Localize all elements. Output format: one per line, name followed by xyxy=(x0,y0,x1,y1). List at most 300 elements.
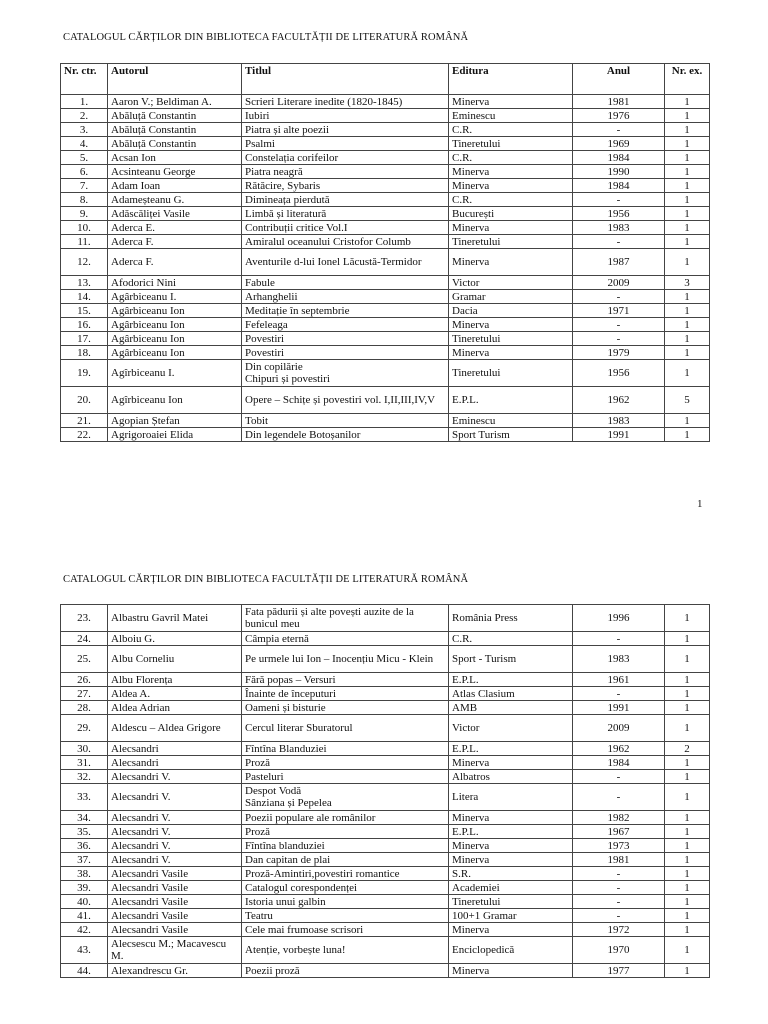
row-author: Aldescu – Aldea Grigore xyxy=(108,715,242,742)
row-nr: 30. xyxy=(61,742,108,756)
row-copies: 1 xyxy=(665,770,710,784)
row-author: Aderca E. xyxy=(108,221,242,235)
row-nr: 21. xyxy=(61,414,108,428)
row-nr: 8. xyxy=(61,193,108,207)
row-copies: 1 xyxy=(665,179,710,193)
row-year: - xyxy=(573,909,665,923)
row-nr: 36. xyxy=(61,839,108,853)
row-author: Agopian Ștefan xyxy=(108,414,242,428)
row-year: - xyxy=(573,332,665,346)
row-title: Opere – Schițe și povestiri vol. I,II,III,IV,V xyxy=(242,387,449,414)
row-author: Agârbiceanu Ion xyxy=(108,318,242,332)
row-author: Alecsandri V. xyxy=(108,853,242,867)
table-row xyxy=(61,923,710,937)
row-copies: 1 xyxy=(665,95,710,109)
row-copies: 1 xyxy=(665,221,710,235)
row-publisher: Eminescu xyxy=(449,109,573,123)
row-year: 1983 xyxy=(573,414,665,428)
row-copies: 1 xyxy=(665,428,710,442)
row-publisher: România Press xyxy=(449,605,573,632)
row-year: - xyxy=(573,193,665,207)
row-title: Poezii proză xyxy=(242,964,449,978)
row-year: 1996 xyxy=(573,605,665,632)
row-nr: 23. xyxy=(61,605,108,632)
row-publisher: S.R. xyxy=(449,867,573,881)
row-publisher: Tineretului xyxy=(449,235,573,249)
table-row xyxy=(61,387,710,414)
row-publisher: Victor xyxy=(449,715,573,742)
row-year: 1981 xyxy=(573,853,665,867)
row-author: Alecsandri V. xyxy=(108,839,242,853)
row-author: Alexandrescu Gr. xyxy=(108,964,242,978)
row-year: - xyxy=(573,770,665,784)
row-author: Alecsandri V. xyxy=(108,825,242,839)
row-publisher: Sport - Turism xyxy=(449,646,573,673)
row-publisher: Eminescu xyxy=(449,414,573,428)
table-row xyxy=(61,109,710,123)
row-author: Alecsandri Vasile xyxy=(108,881,242,895)
row-title: Pasteluri xyxy=(242,770,449,784)
row-publisher: E.P.L. xyxy=(449,825,573,839)
row-year: 1981 xyxy=(573,95,665,109)
row-year: 1956 xyxy=(573,360,665,387)
row-nr: 14. xyxy=(61,290,108,304)
row-publisher: Minerva xyxy=(449,756,573,770)
row-year: 1982 xyxy=(573,811,665,825)
table-row xyxy=(61,756,710,770)
table-row xyxy=(61,867,710,881)
table-row xyxy=(61,249,710,276)
row-year: 2009 xyxy=(573,715,665,742)
row-nr: 22. xyxy=(61,428,108,442)
row-nr: 43. xyxy=(61,937,108,964)
row-title: Proză-Amintiri,povestiri romantice xyxy=(242,867,449,881)
table-row xyxy=(61,881,710,895)
row-author: Albastru Gavril Matei xyxy=(108,605,242,632)
row-title: Fabule xyxy=(242,276,449,290)
row-copies: 1 xyxy=(665,881,710,895)
row-author: Abăluță Constantin xyxy=(108,137,242,151)
table-row xyxy=(61,304,710,318)
row-year: - xyxy=(573,290,665,304)
row-year: 1972 xyxy=(573,923,665,937)
row-year: 1984 xyxy=(573,756,665,770)
row-year: 1976 xyxy=(573,109,665,123)
row-title: Psalmi xyxy=(242,137,449,151)
row-nr: 16. xyxy=(61,318,108,332)
row-year: 1956 xyxy=(573,207,665,221)
header-copies: Nr. ex. xyxy=(665,64,710,95)
row-copies: 1 xyxy=(665,701,710,715)
row-copies: 1 xyxy=(665,151,710,165)
row-publisher: Minerva xyxy=(449,811,573,825)
row-author: Alecsandri Vasile xyxy=(108,895,242,909)
table-row xyxy=(61,853,710,867)
table-row xyxy=(61,207,710,221)
row-publisher: Litera xyxy=(449,784,573,811)
row-publisher: Minerva xyxy=(449,853,573,867)
table-row xyxy=(61,318,710,332)
row-publisher: E.P.L. xyxy=(449,673,573,687)
row-nr: 3. xyxy=(61,123,108,137)
row-copies: 1 xyxy=(665,318,710,332)
row-year: - xyxy=(573,123,665,137)
row-author: Aaron V.; Beldiman A. xyxy=(108,95,242,109)
row-year: 1971 xyxy=(573,304,665,318)
row-nr: 28. xyxy=(61,701,108,715)
row-copies: 1 xyxy=(665,332,710,346)
row-year: - xyxy=(573,318,665,332)
row-title: Iubiri xyxy=(242,109,449,123)
row-author: Agârbiceanu Ion xyxy=(108,346,242,360)
row-author: Alecsescu M.; Macavescu M. xyxy=(108,937,242,964)
row-nr: 15. xyxy=(61,304,108,318)
table-row xyxy=(61,909,710,923)
row-author: Alecsandri V. xyxy=(108,770,242,784)
row-author: Agîrbiceanu Ion xyxy=(108,387,242,414)
row-title: Contribuții critice Vol.I xyxy=(242,221,449,235)
row-title: Fîntîna Blanduziei xyxy=(242,742,449,756)
row-title: Catalogul corespondenței xyxy=(242,881,449,895)
table-header-row xyxy=(61,64,710,95)
row-nr: 42. xyxy=(61,923,108,937)
row-nr: 12. xyxy=(61,249,108,276)
row-year: 1987 xyxy=(573,249,665,276)
header-year: Anul xyxy=(573,64,665,95)
row-title: Fîntîna blanduziei xyxy=(242,839,449,853)
row-publisher: Minerva xyxy=(449,923,573,937)
row-author: Afodorici Nini xyxy=(108,276,242,290)
table-row xyxy=(61,715,710,742)
row-publisher: Albatros xyxy=(449,770,573,784)
row-publisher: C.R. xyxy=(449,123,573,137)
row-title: Fefeleaga xyxy=(242,318,449,332)
row-publisher: Tineretului xyxy=(449,895,573,909)
row-year: 1983 xyxy=(573,221,665,235)
row-nr: 41. xyxy=(61,909,108,923)
row-nr: 20. xyxy=(61,387,108,414)
table-row xyxy=(61,414,710,428)
row-copies: 1 xyxy=(665,853,710,867)
table-row xyxy=(61,179,710,193)
table-row xyxy=(61,235,710,249)
row-title: Poezii populare ale românilor xyxy=(242,811,449,825)
header-publisher: Editura xyxy=(449,64,573,95)
row-nr: 35. xyxy=(61,825,108,839)
row-year: 1962 xyxy=(573,742,665,756)
row-copies: 1 xyxy=(665,193,710,207)
row-nr: 34. xyxy=(61,811,108,825)
table-row xyxy=(61,825,710,839)
row-title: Dan capitan de plai xyxy=(242,853,449,867)
row-author: Agrigoroaiei Elida xyxy=(108,428,242,442)
header-author: Autorul xyxy=(108,64,242,95)
row-title: Amiralul oceanului Cristofor Columb xyxy=(242,235,449,249)
row-title: Atenție, vorbește luna! xyxy=(242,937,449,964)
row-title: Rătăcire, Sybaris xyxy=(242,179,449,193)
table-row xyxy=(61,290,710,304)
row-author: Alecsandri V. xyxy=(108,784,242,811)
table-row xyxy=(61,937,710,964)
row-title: Pe urmele lui Ion – Inocențiu Micu - Klein xyxy=(242,646,449,673)
row-title: Piatra și alte poezii xyxy=(242,123,449,137)
row-nr: 25. xyxy=(61,646,108,673)
row-author: Alecsandri Vasile xyxy=(108,923,242,937)
row-copies: 1 xyxy=(665,687,710,701)
row-nr: 26. xyxy=(61,673,108,687)
table-row xyxy=(61,276,710,290)
row-year: - xyxy=(573,881,665,895)
row-copies: 1 xyxy=(665,123,710,137)
table-row xyxy=(61,895,710,909)
row-publisher: Sport Turism xyxy=(449,428,573,442)
row-title: Înainte de începuturi xyxy=(242,687,449,701)
row-nr: 18. xyxy=(61,346,108,360)
row-nr: 1. xyxy=(61,95,108,109)
row-year: 2009 xyxy=(573,276,665,290)
row-author: Alecsandri xyxy=(108,742,242,756)
row-copies: 1 xyxy=(665,235,710,249)
row-copies: 1 xyxy=(665,937,710,964)
row-title: Istoria unui galbin xyxy=(242,895,449,909)
row-nr: 7. xyxy=(61,179,108,193)
row-copies: 1 xyxy=(665,646,710,673)
row-year: 1961 xyxy=(573,673,665,687)
row-publisher: Gramar xyxy=(449,290,573,304)
row-title: Limbă și literatură xyxy=(242,207,449,221)
row-year: 1979 xyxy=(573,346,665,360)
row-title: Cele mai frumoase scrisori xyxy=(242,923,449,937)
page-title: CATALOGUL CĂRȚILOR DIN BIBLIOTECA FACULTĂȚII DE LITERATURĂ ROMÂNĂ xyxy=(63,574,469,585)
row-publisher: C.R. xyxy=(449,193,573,207)
table-row xyxy=(61,605,710,632)
table-row xyxy=(61,360,710,387)
row-copies: 1 xyxy=(665,909,710,923)
catalog-table-body xyxy=(61,605,710,978)
row-copies: 1 xyxy=(665,207,710,221)
row-nr: 33. xyxy=(61,784,108,811)
catalog-table xyxy=(60,604,710,978)
catalog-table xyxy=(60,63,710,442)
row-publisher: Minerva xyxy=(449,179,573,193)
row-year: 1969 xyxy=(573,137,665,151)
row-publisher: C.R. xyxy=(449,632,573,646)
row-publisher: 100+1 Gramar xyxy=(449,909,573,923)
row-year: 1973 xyxy=(573,839,665,853)
catalog-table-body xyxy=(61,95,710,442)
row-title: Câmpia eternă xyxy=(242,632,449,646)
header-nr: Nr. ctr. xyxy=(61,64,108,95)
row-author: Aldea A. xyxy=(108,687,242,701)
row-copies: 1 xyxy=(665,895,710,909)
row-title: Meditație în septembrie xyxy=(242,304,449,318)
row-author: Abăluță Constantin xyxy=(108,109,242,123)
row-copies: 3 xyxy=(665,276,710,290)
row-nr: 17. xyxy=(61,332,108,346)
table-row xyxy=(61,673,710,687)
row-nr: 29. xyxy=(61,715,108,742)
row-publisher: București xyxy=(449,207,573,221)
row-copies: 1 xyxy=(665,923,710,937)
catalog-page-2 xyxy=(0,560,768,1024)
row-copies: 1 xyxy=(665,290,710,304)
row-copies: 1 xyxy=(665,304,710,318)
row-title: Povestiri xyxy=(242,346,449,360)
row-copies: 1 xyxy=(665,825,710,839)
row-copies: 1 xyxy=(665,715,710,742)
row-publisher: Minerva xyxy=(449,221,573,235)
row-nr: 38. xyxy=(61,867,108,881)
row-copies: 1 xyxy=(665,360,710,387)
table-row xyxy=(61,151,710,165)
row-copies: 1 xyxy=(665,673,710,687)
row-publisher: Atlas Clasium xyxy=(449,687,573,701)
row-nr: 4. xyxy=(61,137,108,151)
row-copies: 1 xyxy=(665,867,710,881)
table-row xyxy=(61,646,710,673)
row-copies: 1 xyxy=(665,109,710,123)
row-title: Oameni și bisturie xyxy=(242,701,449,715)
table-row xyxy=(61,770,710,784)
row-copies: 1 xyxy=(665,632,710,646)
row-publisher: C.R. xyxy=(449,151,573,165)
row-publisher: Tineretului xyxy=(449,360,573,387)
row-copies: 1 xyxy=(665,756,710,770)
row-nr: 11. xyxy=(61,235,108,249)
row-nr: 2. xyxy=(61,109,108,123)
row-copies: 1 xyxy=(665,137,710,151)
row-year: 1962 xyxy=(573,387,665,414)
row-title: Fata pădurii și alte povești auzite de la bunicul meu xyxy=(242,605,449,632)
row-year: - xyxy=(573,867,665,881)
row-author: Alecsandri xyxy=(108,756,242,770)
row-title: Constelația corifeilor xyxy=(242,151,449,165)
table-row xyxy=(61,742,710,756)
row-year: 1984 xyxy=(573,179,665,193)
row-nr: 6. xyxy=(61,165,108,179)
table-row xyxy=(61,123,710,137)
row-publisher: Minerva xyxy=(449,346,573,360)
row-publisher: Academiei xyxy=(449,881,573,895)
table-row xyxy=(61,346,710,360)
row-copies: 1 xyxy=(665,839,710,853)
row-nr: 24. xyxy=(61,632,108,646)
row-year: - xyxy=(573,784,665,811)
row-title: Arhanghelii xyxy=(242,290,449,304)
table-row xyxy=(61,95,710,109)
row-publisher: Minerva xyxy=(449,318,573,332)
row-author: Aderca F. xyxy=(108,235,242,249)
row-year: - xyxy=(573,235,665,249)
table-row xyxy=(61,332,710,346)
row-title: Aventurile d-lui Ionel Lăcustă-Termidor xyxy=(242,249,449,276)
row-year: 1977 xyxy=(573,964,665,978)
row-copies: 1 xyxy=(665,165,710,179)
row-title: Tobit xyxy=(242,414,449,428)
page-title: CATALOGUL CĂRȚILOR DIN BIBLIOTECA FACULTĂȚII DE LITERATURĂ ROMÂNĂ xyxy=(63,32,469,43)
row-year: - xyxy=(573,895,665,909)
row-copies: 2 xyxy=(665,742,710,756)
row-year: 1990 xyxy=(573,165,665,179)
row-title: Din copilărie Chipuri și povestiri xyxy=(242,360,449,387)
table-row xyxy=(61,221,710,235)
row-year: 1991 xyxy=(573,701,665,715)
row-copies: 1 xyxy=(665,784,710,811)
row-author: Agîrbiceanu I. xyxy=(108,360,242,387)
row-publisher: Minerva xyxy=(449,165,573,179)
page-number: 1 xyxy=(697,498,703,510)
row-title: Dimineața pierdută xyxy=(242,193,449,207)
row-author: Agârbiceanu Ion xyxy=(108,332,242,346)
table-row xyxy=(61,193,710,207)
row-author: Aldea Adrian xyxy=(108,701,242,715)
row-publisher: Minerva xyxy=(449,95,573,109)
row-title: Despot Vodă Sânziana și Pepelea xyxy=(242,784,449,811)
header-title: Titlul xyxy=(242,64,449,95)
row-title: Cercul literar Sburatorul xyxy=(242,715,449,742)
row-publisher: AMB xyxy=(449,701,573,715)
row-nr: 40. xyxy=(61,895,108,909)
row-author: Alecsandri V. xyxy=(108,811,242,825)
row-title: Scrieri Literare inedite (1820-1845) xyxy=(242,95,449,109)
row-title: Proză xyxy=(242,825,449,839)
table-row xyxy=(61,137,710,151)
row-publisher: Tineretului xyxy=(449,332,573,346)
row-author: Albu Corneliu xyxy=(108,646,242,673)
row-title: Din legendele Botoșanilor xyxy=(242,428,449,442)
row-nr: 19. xyxy=(61,360,108,387)
row-copies: 1 xyxy=(665,346,710,360)
row-title: Fără popas – Versuri xyxy=(242,673,449,687)
row-author: Agârbiceanu Ion xyxy=(108,304,242,318)
row-nr: 5. xyxy=(61,151,108,165)
row-nr: 37. xyxy=(61,853,108,867)
row-year: 1967 xyxy=(573,825,665,839)
row-author: Acsan Ion xyxy=(108,151,242,165)
row-nr: 27. xyxy=(61,687,108,701)
row-copies: 1 xyxy=(665,964,710,978)
row-author: Agârbiceanu I. xyxy=(108,290,242,304)
row-year: 1991 xyxy=(573,428,665,442)
row-publisher: Enciclopedică xyxy=(449,937,573,964)
row-title: Piatra neagră xyxy=(242,165,449,179)
row-author: Alecsandri Vasile xyxy=(108,867,242,881)
row-author: Adam Ioan xyxy=(108,179,242,193)
row-title: Povestiri xyxy=(242,332,449,346)
row-author: Aderca F. xyxy=(108,249,242,276)
row-nr: 9. xyxy=(61,207,108,221)
row-author: Alboiu G. xyxy=(108,632,242,646)
row-year: - xyxy=(573,687,665,701)
row-publisher: Minerva xyxy=(449,964,573,978)
row-publisher: Minerva xyxy=(449,249,573,276)
table-row xyxy=(61,687,710,701)
row-nr: 10. xyxy=(61,221,108,235)
row-author: Alecsandri Vasile xyxy=(108,909,242,923)
row-author: Abăluță Constantin xyxy=(108,123,242,137)
table-row xyxy=(61,428,710,442)
row-nr: 32. xyxy=(61,770,108,784)
row-copies: 1 xyxy=(665,249,710,276)
table-row xyxy=(61,701,710,715)
row-publisher: Tineretului xyxy=(449,137,573,151)
row-year: - xyxy=(573,632,665,646)
table-row xyxy=(61,632,710,646)
row-nr: 13. xyxy=(61,276,108,290)
row-year: 1970 xyxy=(573,937,665,964)
table-row xyxy=(61,165,710,179)
row-year: 1983 xyxy=(573,646,665,673)
